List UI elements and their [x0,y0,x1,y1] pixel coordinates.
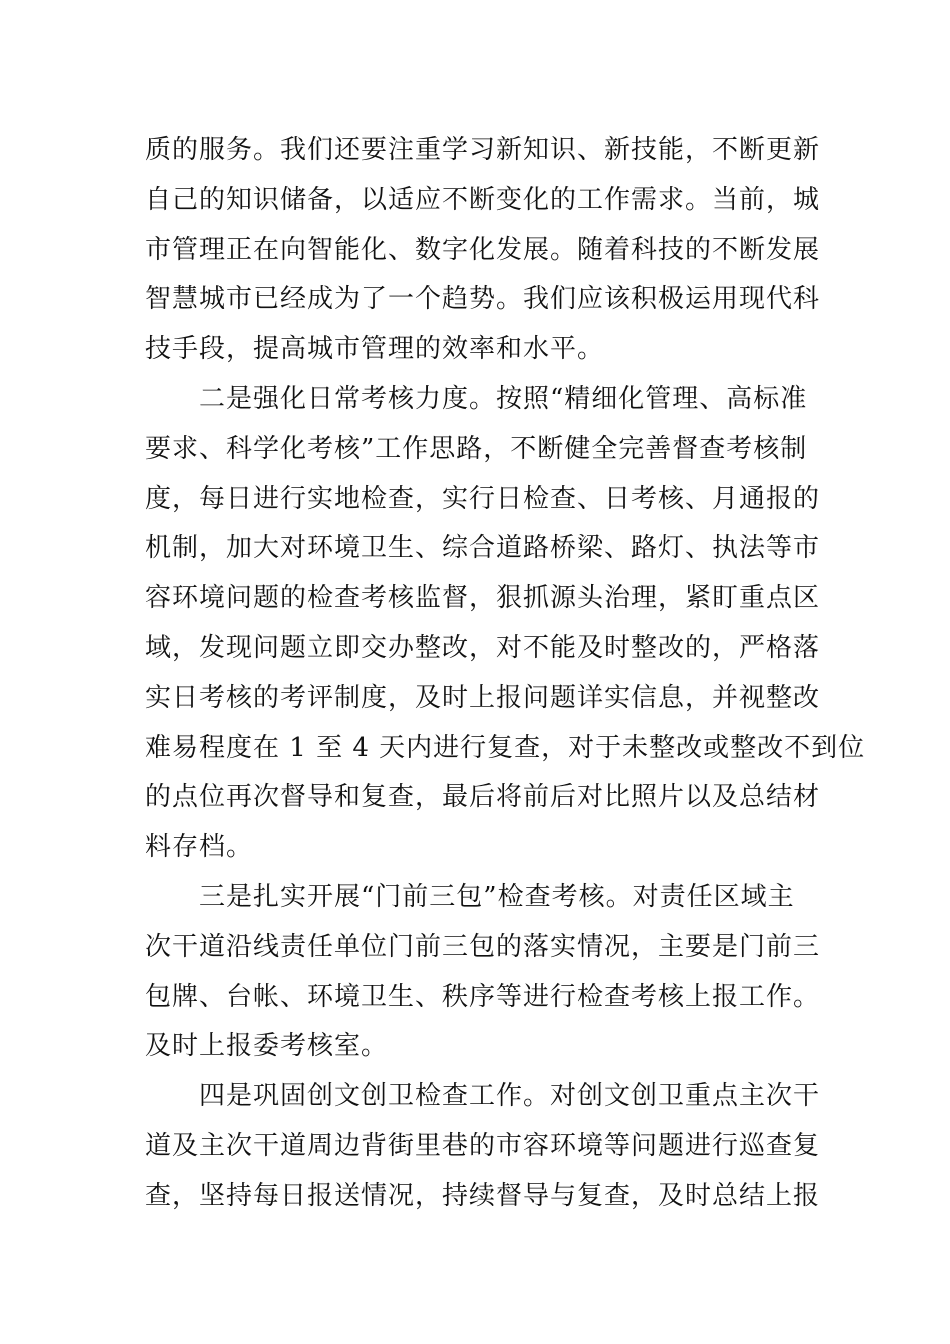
text-line: 要求、科学化考核”工作思路，不断健全完善督查考核制 [145,433,808,464]
text-line: 度，每日进行实地检查，实行日检查、日考核、月通报的 [145,483,821,514]
text-line: 实日考核的考评制度，及时上报问题详实信息，并视整改 [145,682,821,713]
text-line: 智慧城市已经成为了一个趋势。我们应该积极运用现代科 [145,284,821,315]
text-line: 次干道沿线责任单位门前三包的落实情况，主要是门前三 [145,931,821,962]
text-line: 机制，加大对环境卫生、综合道路桥梁、路灯、执法等市 [145,533,821,564]
text-line: 包牌、台帐、环境卫生、秩序等进行检查考核上报工作。 [145,981,821,1012]
text-line: 道及主次干道周边背街里巷的市容环境等问题进行巡查复 [145,1130,821,1161]
text-line: 三是扎实开展“门前三包”检查考核。对责任区域主 [145,881,795,912]
document-body [145,126,866,1222]
text-line: 四是巩固创文创卫检查工作。对创文创卫重点主次干 [145,1081,821,1112]
text-line: 难易程度在 1 至 4 天内进行复查，对于未整改或整改不到位 [145,732,866,763]
text-line: 容环境问题的检查考核监督，狠抓源头治理，紧盯重点区 [145,583,821,614]
text-line: 及时上报委考核室。 [145,1031,389,1062]
text-line: 二是强化日常考核力度。按照“精细化管理、高标准 [145,383,808,414]
text-line: 技手段，提高城市管理的效率和水平。 [145,334,605,365]
text-line: 自己的知识储备，以适应不断变化的工作需求。当前，城 [145,184,821,215]
text-line: 的点位再次督导和复查，最后将前后对比照片以及总结材 [145,782,821,813]
text-line: 查，坚持每日报送情况，持续督导与复查，及时总结上报 [145,1180,821,1211]
text-line: 域，发现问题立即交办整改，对不能及时整改的，严格落 [145,632,821,663]
text-line: 市管理正在向智能化、数字化发展。随着科技的不断发展 [145,234,821,265]
text-line: 质的服务。我们还要注重学习新知识、新技能，不断更新 [145,135,821,165]
text-line: 料存档。 [145,832,254,863]
